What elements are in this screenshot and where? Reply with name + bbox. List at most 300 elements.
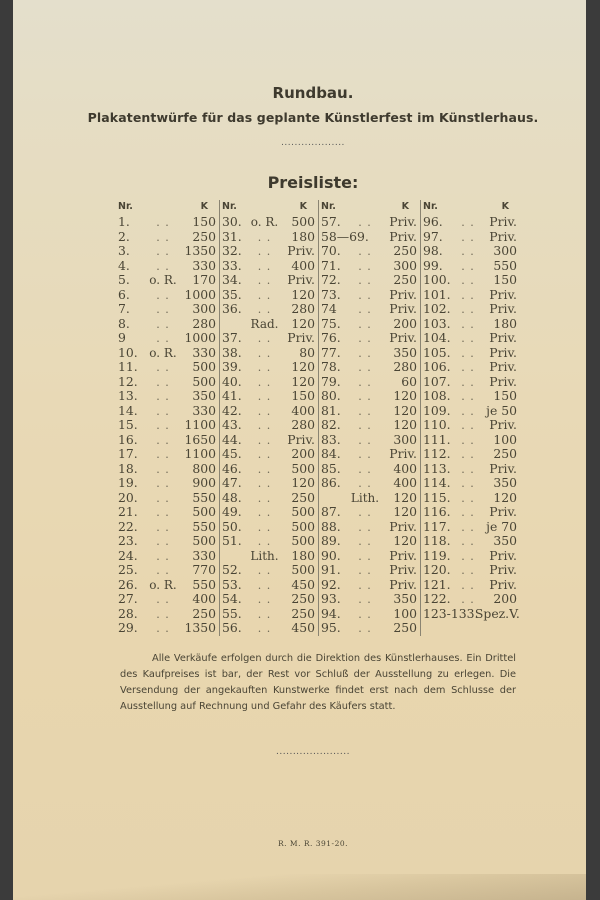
item-price: 500: [291, 504, 315, 519]
item-number: 22.: [118, 518, 138, 534]
item-price: 250: [291, 489, 315, 505]
item-number: 11.: [118, 359, 138, 374]
item-note: . .: [156, 317, 170, 331]
item-number: 39.: [222, 359, 242, 374]
table-row: [118, 331, 216, 346]
item-price: 350: [493, 475, 517, 490]
column-header: [222, 200, 315, 215]
item-number: 79.: [321, 373, 341, 389]
item-number: 8.: [118, 315, 130, 331]
item-note: . .: [358, 578, 372, 592]
item-number: 113.: [423, 460, 451, 476]
item-price: 150: [493, 272, 517, 287]
item-number: 5.: [118, 272, 130, 287]
table-row: [423, 317, 517, 332]
item-number: 50.: [222, 518, 242, 534]
table-row: [118, 418, 216, 433]
item-note: o. R.: [149, 577, 177, 592]
item-price: 120: [291, 315, 315, 331]
item-note: . .: [358, 477, 372, 490]
item-price: 200: [493, 591, 517, 606]
item-note: . .: [156, 245, 170, 258]
item-note: . .: [257, 448, 272, 461]
item-number: 36.: [222, 301, 242, 316]
item-number: 20.: [118, 489, 138, 505]
item-note: Lith.: [350, 490, 380, 505]
item-note: . .: [257, 607, 272, 621]
table-row: [222, 259, 315, 274]
item-number: 47.: [222, 475, 242, 490]
item-number: 10.: [118, 344, 138, 360]
item-number: 72.: [321, 272, 341, 287]
item-note: . .: [461, 404, 475, 418]
table-row: [222, 607, 315, 622]
item-note: . .: [156, 448, 170, 461]
item-price: 280: [291, 417, 315, 432]
item-note: . .: [257, 332, 272, 345]
table-row: [321, 244, 417, 259]
item-price: 200: [291, 446, 315, 461]
item-price: Priv.: [389, 547, 417, 563]
item-note: . .: [461, 216, 475, 229]
item-note: . .: [461, 332, 475, 345]
item-price: 280: [393, 359, 417, 374]
item-number: 53.: [222, 576, 242, 592]
item-price: 400: [291, 402, 315, 418]
table-row: [321, 230, 417, 245]
price-column-2: [219, 200, 318, 636]
item-note: . .: [358, 216, 372, 229]
item-price: Priv.: [489, 330, 517, 345]
item-price: 450: [291, 576, 315, 592]
table-row: [118, 259, 216, 274]
table-row: [222, 549, 315, 564]
item-price: 180: [291, 547, 315, 563]
item-note: . .: [257, 433, 272, 447]
item-price: 80: [299, 344, 315, 360]
item-price: Priv.: [389, 228, 417, 244]
table-row: [423, 288, 517, 303]
table-row: [321, 462, 417, 477]
price-column-4: [420, 200, 520, 636]
item-number: 9: [118, 330, 126, 345]
item-note: . .: [257, 462, 272, 476]
item-price: 330: [192, 547, 216, 563]
item-number: 37.: [222, 330, 242, 345]
item-note: . .: [257, 419, 272, 432]
item-price: 120: [291, 373, 315, 389]
table-row: [321, 592, 417, 607]
table-row: [222, 331, 315, 346]
item-number: 16.: [118, 431, 138, 447]
item-price: Priv.: [389, 214, 417, 229]
table-row: [321, 621, 417, 636]
item-price: Priv.: [489, 576, 517, 592]
item-note: . .: [358, 303, 372, 316]
table-row: [321, 360, 417, 375]
item-price: je 70: [486, 518, 517, 534]
item-number: 75.: [321, 315, 341, 331]
item-price: 330: [192, 402, 216, 418]
item-number: 107.: [423, 373, 451, 389]
item-note: . .: [257, 593, 272, 606]
item-note: . .: [257, 390, 272, 403]
item-number: 116.: [423, 504, 451, 519]
item-price: 120: [291, 359, 315, 374]
item-price: Priv.: [489, 562, 517, 577]
item-price: Priv.: [287, 243, 315, 258]
item-number: 86.: [321, 475, 341, 490]
item-note: . .: [156, 216, 170, 229]
price-table: [118, 200, 520, 636]
item-price: 60: [401, 373, 417, 389]
item-note: . .: [156, 390, 170, 403]
table-row: [118, 505, 216, 520]
item-number: 108.: [423, 388, 451, 403]
item-number: 31.: [222, 228, 242, 244]
item-note: . .: [156, 506, 170, 519]
item-number: 25.: [118, 562, 138, 577]
item-note: . .: [257, 491, 272, 505]
item-note: . .: [461, 361, 475, 374]
page-subtitle: Plakatentwürfe für das geplante Künstlerfest im Künstlerhaus.: [87, 110, 539, 125]
item-number: 32.: [222, 243, 242, 258]
item-price: Priv.: [389, 518, 417, 534]
table-row: [222, 447, 315, 462]
table-row: [118, 302, 216, 317]
item-number: 78.: [321, 359, 341, 374]
item-number: 28.: [118, 605, 138, 621]
table-row: [118, 462, 216, 477]
item-number: 41.: [222, 388, 242, 403]
item-price: Priv.: [489, 228, 517, 244]
table-row: [222, 302, 315, 317]
item-number: 84.: [321, 446, 341, 461]
item-number: 118.: [423, 533, 451, 548]
item-number: 13.: [118, 388, 138, 403]
page-heading: Rundbau.: [272, 84, 354, 102]
item-note: o. R.: [149, 273, 177, 287]
item-number: 99.: [423, 257, 443, 273]
item-price: 550: [493, 257, 517, 273]
table-row: [423, 331, 517, 346]
table-row: [222, 346, 315, 361]
item-number: 85.: [321, 460, 341, 476]
item-price: 250: [393, 272, 417, 287]
table-row: [321, 607, 417, 622]
table-row: [118, 549, 216, 564]
item-note: . .: [461, 506, 475, 519]
item-price: 330: [192, 257, 216, 273]
table-row: [321, 534, 417, 549]
table-row: [222, 592, 315, 607]
item-price: 150: [291, 388, 315, 403]
item-price: 250: [291, 591, 315, 606]
table-row: [222, 244, 315, 259]
table-row: [118, 360, 216, 375]
item-note: . .: [461, 520, 475, 534]
item-number: 2.: [118, 228, 130, 244]
table-row: [118, 346, 216, 361]
item-price: Priv.: [389, 330, 417, 345]
item-price: 550: [192, 489, 216, 505]
item-note: . .: [156, 477, 170, 490]
item-number: 15.: [118, 417, 138, 432]
table-row: [423, 404, 517, 419]
table-row: [222, 534, 315, 549]
item-price: 1350: [184, 243, 216, 258]
item-price: 500: [291, 214, 315, 229]
table-row: [321, 563, 417, 578]
table-row: [423, 605, 520, 622]
table-row: [222, 433, 315, 448]
item-price: 400: [393, 475, 417, 490]
printer-code: R. M. R. 391-20.: [277, 839, 349, 848]
item-note: . .: [156, 419, 170, 432]
table-row: [118, 607, 216, 622]
item-note: . .: [156, 462, 170, 476]
table-row: [423, 549, 517, 564]
item-note: . .: [358, 375, 372, 389]
item-number: 18.: [118, 460, 138, 476]
item-price: 1100: [184, 417, 216, 432]
table-row: [423, 215, 517, 230]
item-price: 350: [393, 344, 417, 360]
table-row: [222, 621, 315, 636]
table-row: [321, 317, 417, 332]
item-price: 250: [393, 620, 417, 635]
table-row: [423, 346, 517, 361]
item-note: . .: [156, 520, 170, 534]
item-note: . .: [461, 230, 475, 244]
item-price: 400: [393, 460, 417, 476]
item-note: . .: [257, 259, 272, 273]
item-number: 96.: [423, 214, 443, 229]
item-price: 280: [192, 315, 216, 331]
item-price: 250: [393, 243, 417, 258]
item-price: 450: [291, 620, 315, 635]
item-number: 112.: [423, 446, 451, 461]
table-row: [321, 433, 417, 448]
header-nr: Nr.: [118, 201, 133, 212]
item-price: 170: [192, 272, 216, 287]
item-number: 6.: [118, 286, 130, 302]
item-note: . .: [257, 477, 272, 490]
price-list-title: Preisliste:: [267, 173, 359, 192]
item-note: . .: [358, 520, 372, 534]
item-note: . .: [257, 346, 272, 360]
table-row: [321, 346, 417, 361]
item-price: Priv.: [489, 344, 517, 360]
table-row: [423, 491, 517, 506]
item-number: 81.: [321, 402, 341, 418]
item-price: Priv.: [287, 272, 315, 287]
item-number: 110.: [423, 417, 451, 432]
item-note: . .: [358, 564, 372, 577]
item-number: 33.: [222, 257, 242, 273]
item-note: . .: [257, 506, 272, 519]
item-note: . .: [358, 245, 372, 258]
item-number: 42.: [222, 402, 242, 418]
item-note: . .: [358, 462, 372, 476]
item-note: . .: [156, 593, 170, 606]
item-price: 300: [192, 301, 216, 316]
item-price: 550: [192, 518, 216, 534]
item-price: 500: [291, 460, 315, 476]
item-note: . .: [358, 419, 372, 432]
item-note: . .: [156, 622, 170, 635]
item-note: . .: [156, 288, 170, 302]
table-row: [321, 302, 417, 317]
item-price: 250: [192, 605, 216, 621]
table-row: [423, 273, 517, 288]
item-number: 43.: [222, 417, 242, 432]
item-number: 30.: [222, 214, 242, 229]
item-price: 350: [493, 533, 517, 548]
item-price: Priv.: [389, 286, 417, 302]
item-note: . .: [156, 607, 170, 621]
item-number: 51.: [222, 533, 242, 548]
item-number: 38.: [222, 344, 242, 360]
item-price: 150: [493, 388, 517, 403]
item-note: . .: [358, 535, 372, 548]
item-note: . .: [358, 433, 372, 447]
item-note: . .: [257, 520, 272, 534]
table-row: [423, 375, 517, 390]
table-row: [222, 288, 315, 303]
item-number: 88.: [321, 518, 341, 534]
table-row: [321, 491, 417, 506]
table-row: [118, 288, 216, 303]
item-note: . .: [358, 607, 372, 621]
item-price: 120: [291, 475, 315, 490]
table-row: [118, 520, 216, 535]
item-price: 770: [192, 562, 216, 577]
item-number: 94.: [321, 605, 341, 621]
item-note: . .: [358, 259, 372, 273]
item-number: 56.: [222, 620, 242, 635]
item-note: . .: [257, 230, 272, 244]
item-number: 24.: [118, 547, 138, 563]
table-row: [423, 244, 517, 259]
table-row: [321, 447, 417, 462]
table-row: [321, 273, 417, 288]
item-number: 123-133.: [423, 605, 479, 621]
table-row: [423, 505, 517, 520]
item-price: Priv.: [489, 504, 517, 519]
item-number: 95.: [321, 620, 341, 635]
item-note: . .: [358, 346, 372, 360]
item-number: 52.: [222, 562, 242, 577]
item-price: Priv.: [389, 576, 417, 592]
item-note: . .: [257, 274, 272, 287]
item-price: 500: [192, 504, 216, 519]
item-price: Priv.: [489, 214, 517, 229]
item-number: 120.: [423, 562, 451, 577]
item-price: Priv.: [489, 547, 517, 563]
item-note: . .: [461, 346, 475, 360]
item-note: . .: [461, 462, 475, 476]
item-price: Priv.: [489, 301, 517, 316]
item-number: 82.: [321, 417, 341, 432]
item-number: 14.: [118, 402, 138, 418]
item-price: 100: [393, 605, 417, 621]
table-row: [222, 462, 315, 477]
item-note: . .: [461, 564, 475, 577]
item-number: 23.: [118, 533, 138, 548]
item-note: . .: [358, 317, 372, 331]
item-price: Priv.: [287, 330, 315, 345]
table-row: [118, 621, 216, 636]
item-number: 98.: [423, 243, 443, 258]
item-number: 119.: [423, 547, 451, 563]
item-note: . .: [461, 491, 475, 505]
item-note: Rad.: [250, 316, 279, 331]
item-note: . .: [461, 288, 475, 302]
item-price: Priv.: [389, 562, 417, 577]
table-row: [118, 317, 216, 332]
table-row: [321, 476, 417, 491]
item-number: 121.: [423, 576, 451, 592]
item-note: . .: [461, 433, 475, 447]
item-note: . .: [358, 332, 372, 345]
table-row: [321, 520, 417, 535]
item-number: 83.: [321, 431, 341, 447]
item-price: 800: [192, 460, 216, 476]
column-header: [118, 200, 216, 215]
item-number: 70.: [321, 243, 341, 258]
item-number: 27.: [118, 591, 138, 606]
item-price: Priv.: [489, 359, 517, 374]
table-row: [321, 549, 417, 564]
item-note: . .: [156, 564, 170, 577]
item-number: 102.: [423, 301, 451, 316]
item-number: 21.: [118, 504, 138, 519]
item-number: 54.: [222, 591, 242, 606]
table-row: [222, 505, 315, 520]
item-note: . .: [257, 245, 272, 258]
header-price: K: [401, 201, 409, 212]
table-row: [118, 389, 216, 404]
item-price: 120: [493, 489, 517, 505]
item-note: . .: [257, 404, 272, 418]
table-row: [423, 259, 517, 274]
column-header: [423, 200, 517, 215]
item-number: 1.: [118, 214, 130, 229]
item-number: 97.: [423, 228, 443, 244]
table-row: [222, 418, 315, 433]
table-row: [222, 273, 315, 288]
item-note: . .: [461, 448, 475, 461]
item-number: 92.: [321, 576, 341, 592]
item-note: . .: [461, 419, 475, 432]
table-row: [222, 375, 315, 390]
table-row: [423, 563, 517, 578]
item-note: . .: [156, 433, 170, 447]
table-row: [321, 375, 417, 390]
item-price: 280: [291, 301, 315, 316]
dotted-separator: ...................: [281, 138, 345, 148]
table-row: [423, 534, 517, 549]
item-note: . .: [358, 404, 372, 418]
item-note: . .: [461, 390, 475, 403]
table-row: [321, 215, 417, 230]
item-price: Priv.: [489, 373, 517, 389]
header-price: K: [200, 201, 208, 212]
item-note: . .: [461, 274, 475, 287]
item-number: 74: [321, 301, 337, 316]
item-number: 19.: [118, 475, 138, 490]
